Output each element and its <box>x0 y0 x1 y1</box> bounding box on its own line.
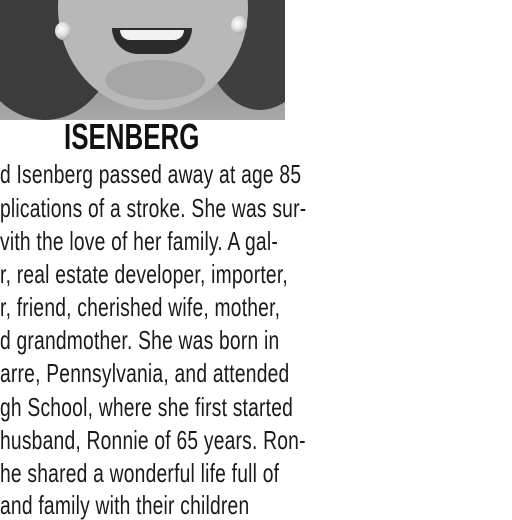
obituary-text-line: arre, Pennsylvania, and attended <box>0 358 290 388</box>
teeth-shape <box>120 30 184 40</box>
obituary-text-line: d grandmother. She was born in <box>0 325 280 355</box>
obituary-text-line: r, real estate developer, importer, <box>0 259 288 289</box>
obituary-text-line: r, friend, cherished wife, mother, <box>0 292 281 322</box>
obituary-text-line: and family with their children <box>0 490 250 520</box>
obituary-name-heading: ISENBERG <box>64 116 200 157</box>
obituary-text-line: husband, Ronnie of 65 years. Ron- <box>0 425 306 455</box>
obituary-text-line: he shared a wonderful life full of <box>0 458 280 488</box>
obituary-text-line: gh School, where she first started <box>0 392 294 422</box>
chin-shading <box>105 60 205 100</box>
portrait-photo <box>0 0 285 120</box>
obituary-text-line: plications of a stroke. She was sur- <box>0 193 307 223</box>
obituary-text-line: vith the love of her family. A gal- <box>0 226 278 256</box>
obituary-text-line: d Isenberg passed away at age 85 <box>0 159 302 189</box>
earring-left <box>55 22 71 40</box>
earring-right <box>231 16 247 34</box>
